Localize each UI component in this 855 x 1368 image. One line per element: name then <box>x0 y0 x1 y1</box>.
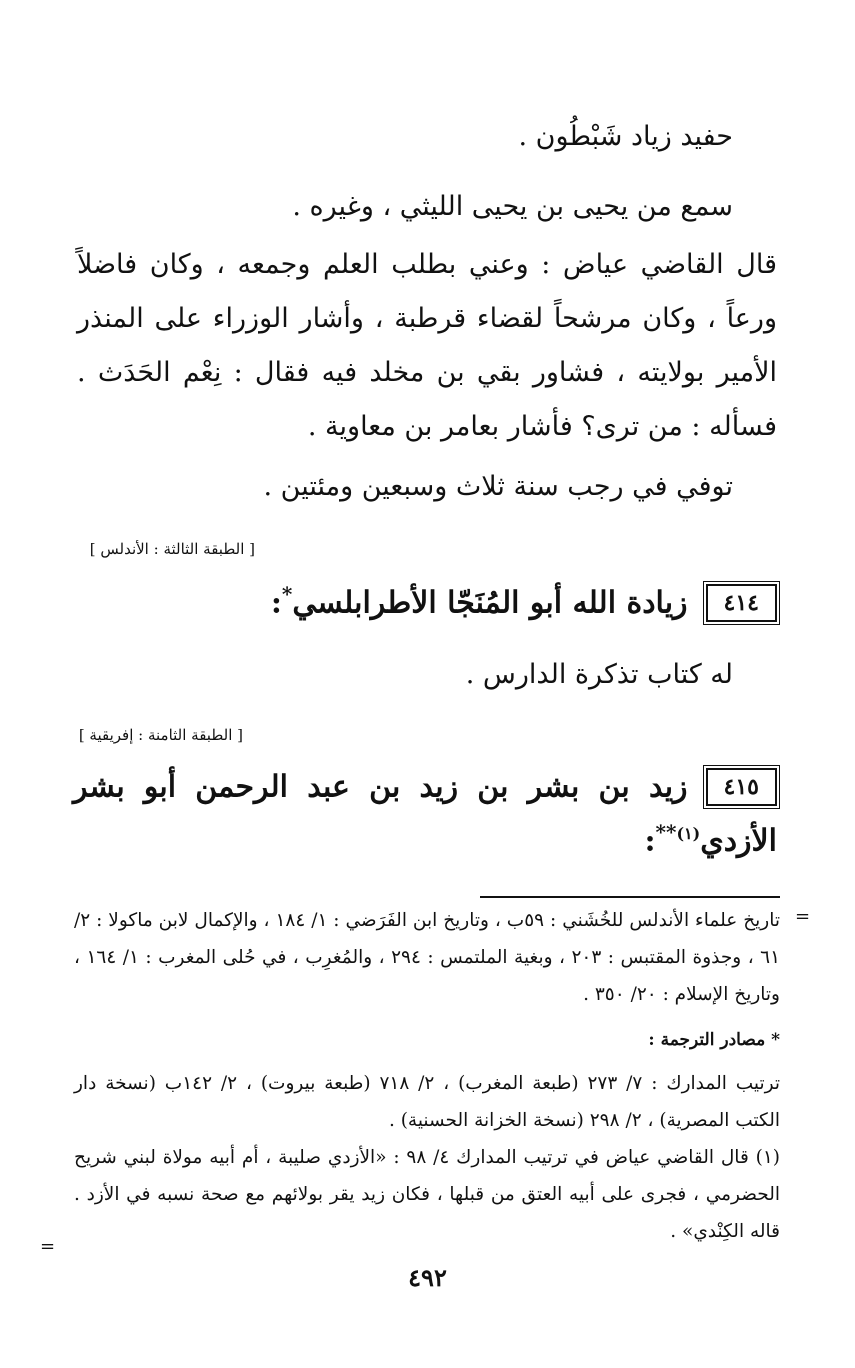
entry-name-line2: الأزدي <box>700 823 777 859</box>
source-marker: * <box>281 582 293 606</box>
paragraph-teachers: سمع من يحيى بن يحيى الليثي ، وغيره . <box>292 191 733 222</box>
footnote-continued-sources: تاريخ علماء الأندلس للخُشَني : ٥٩ب ، وتاريخ ابن الفَرَضي : ١/ ١٨٤ ، والإكمال لابن ماكولا : ٢/ ٦١ ، وجذوة المقتبس : ٢٠٣ ، وبغية الملتمس : ٢٩٤ ، والمُغرِب ، في حُلى المغرب : ١/ ١٦٤ ، وتاريخ الإسلام : ٢٠/ ٣٥٠ . <box>74 910 781 1005</box>
footnote-separator <box>480 896 780 898</box>
footnote-ref: (١) <box>676 824 701 843</box>
continuation-marker-end: = <box>40 1236 56 1257</box>
sources-heading: * مصادر الترجمة : <box>648 1030 780 1050</box>
entry-415-heading-cont <box>73 820 777 858</box>
footnote-sources: ترتيب المدارك : ٧/ ٢٧٣ (طبعة المغرب) ، ٢/ ٧١٨ (طبعة بيروت) ، ٢/ ١٤٢ب (نسخة دار الكتب المصرية) ، ٢/ ٢٩٨ (نسخة الخزانة الحسنية) . <box>74 1073 780 1131</box>
entry-colon: : <box>644 823 656 859</box>
tabaqa-tag-andalus: [ الطبقة الثالثة : الأندلس ] <box>89 540 255 558</box>
entry-415-heading <box>73 768 777 806</box>
paragraph-book: له كتاب تذكرة الدارس . <box>465 659 733 690</box>
continuation-marker: = <box>795 906 811 927</box>
page-number: ٤٩٢ <box>408 1263 447 1292</box>
footnote-1: (١) قال القاضي عياض في ترتيب المدارك ٤/ ٩٨ : «الأزدي صليبة ، أم أبيه مولاة لبني شريح الحضرمي ، فجرى على أبيه العتق من قبلها ، فكان زيد يقر بولائهم مع صحة نسبه في الأزد . قاله الكِنْدي» . <box>74 1147 780 1242</box>
source-marker: ** <box>655 820 677 844</box>
entry-number-box: ٤١٤ <box>706 584 777 622</box>
paragraph-death: توفي في رجب سنة ثلاث وسبعين ومئتين . <box>263 471 733 502</box>
entry-colon: : <box>270 585 282 621</box>
paragraph-biography: قال القاضي عياض : وعني بطلب العلم وجمعه ، وكان فاضلاً ورعاً ، وكان مرشحاً لقضاء قرطبة ، وأشار الوزراء على المنذر الأمير بولايته ، فشاور بقي بن مخلد فيه فقال : نِعْم الحَدَث . فسأله : من ترى؟ فأشار بعامر بن معاوية . <box>77 249 777 442</box>
entry-414-heading <box>73 582 777 622</box>
entry-number-box: ٤١٥ <box>706 768 777 806</box>
paragraph-lineage: حفيد زياد شَبْطُون . <box>518 121 733 152</box>
tabaqa-tag-ifriqiya: [ الطبقة الثامنة : إفريقية ] <box>78 726 243 744</box>
entry-name-line1: زيد بن بشر بن زيد بن عبد الرحمن أبو بشر <box>73 769 688 805</box>
entry-name: زيادة الله أبو المُنَجّا الأطرابلسي <box>292 585 688 621</box>
